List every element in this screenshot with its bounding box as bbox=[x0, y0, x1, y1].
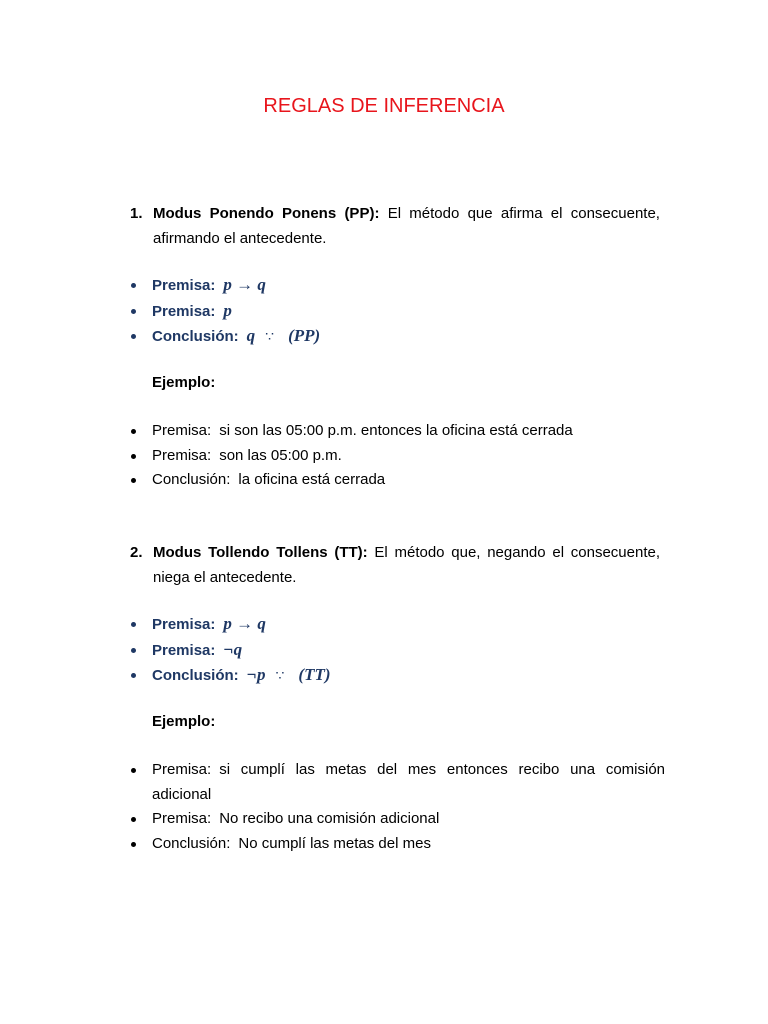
bullet-icon bbox=[131, 478, 136, 483]
bullet-icon bbox=[131, 454, 136, 459]
rule-1-example-premise-2: Premisa: son las 05:00 p.m. bbox=[130, 444, 665, 469]
rule-2-example-list bbox=[130, 758, 665, 856]
rule-1-conclusion: Conclusión: q ∵ (PP) bbox=[130, 324, 665, 351]
formula: q bbox=[246, 326, 256, 345]
bullet-icon bbox=[131, 842, 136, 847]
rule-2-heading bbox=[130, 540, 660, 590]
formula: p → q bbox=[223, 275, 266, 294]
rule-2-description: El método que, negando el consecuente, niega el antecedente. bbox=[153, 544, 660, 586]
rule-1-description: El método que afirma el consecuente, afirmando el antecedente. bbox=[153, 205, 660, 247]
bullet-icon bbox=[131, 283, 136, 288]
bullet-icon bbox=[131, 817, 136, 822]
formula: p bbox=[223, 300, 232, 320]
formula: ¬q bbox=[223, 639, 243, 659]
rule-1-example-premise-1: Premisa: si son las 05:00 p.m. entonces la oficina está cerrada bbox=[130, 419, 665, 444]
bullet-icon bbox=[131, 309, 136, 314]
rule-1-premise-1: Premisa: p → q bbox=[130, 273, 665, 299]
rule-2-name: Modus Tollendo Tollens (TT): bbox=[153, 544, 368, 561]
rule-tag: (TT) bbox=[298, 665, 331, 684]
rule-2-number: 2. bbox=[130, 544, 143, 561]
rule-tag: (PP) bbox=[288, 326, 321, 345]
rule-1-example-label: Ejemplo: bbox=[152, 374, 216, 391]
formula: p → q bbox=[223, 614, 266, 633]
rule-2-example-conclusion: Conclusión: No cumplí las metas del mes bbox=[130, 832, 665, 857]
bullet-icon bbox=[131, 334, 136, 339]
rule-2-conclusion: Conclusión: ¬p ∵ (TT) bbox=[130, 663, 665, 690]
rule-2-formal-list bbox=[130, 612, 665, 690]
bullet-icon bbox=[131, 768, 136, 773]
bullet-icon bbox=[131, 429, 136, 434]
rule-1-heading bbox=[130, 201, 660, 251]
rule-2-premise-1: Premisa: p → q bbox=[130, 612, 665, 638]
because-symbol: ∵ bbox=[275, 669, 285, 684]
bullet-icon bbox=[131, 622, 136, 627]
rule-2-premise-2: Premisa: ¬q bbox=[130, 638, 665, 664]
bullet-icon bbox=[131, 673, 136, 678]
rule-2-example-premise-2: Premisa: No recibo una comisión adicional bbox=[130, 807, 665, 832]
rule-2-example-premise-1: Premisa: si cumplí las metas del mes entonces recibo una comisión adicional bbox=[130, 758, 665, 807]
formula: ¬p bbox=[246, 665, 266, 684]
document-title: REGLAS DE INFERENCIA bbox=[263, 95, 505, 117]
rule-2-example-label: Ejemplo: bbox=[152, 713, 216, 730]
rule-1-number: 1. bbox=[130, 205, 143, 222]
rule-1-name: Modus Ponendo Ponens (PP): bbox=[153, 205, 380, 222]
bullet-icon bbox=[131, 648, 136, 653]
rule-1-premise-2: Premisa: p bbox=[130, 299, 665, 325]
rule-1-example-conclusion: Conclusión: la oficina está cerrada bbox=[130, 468, 665, 493]
rule-1-example-list bbox=[130, 419, 665, 493]
rule-1-formal-list bbox=[130, 273, 665, 351]
because-symbol: ∵ bbox=[265, 330, 275, 345]
